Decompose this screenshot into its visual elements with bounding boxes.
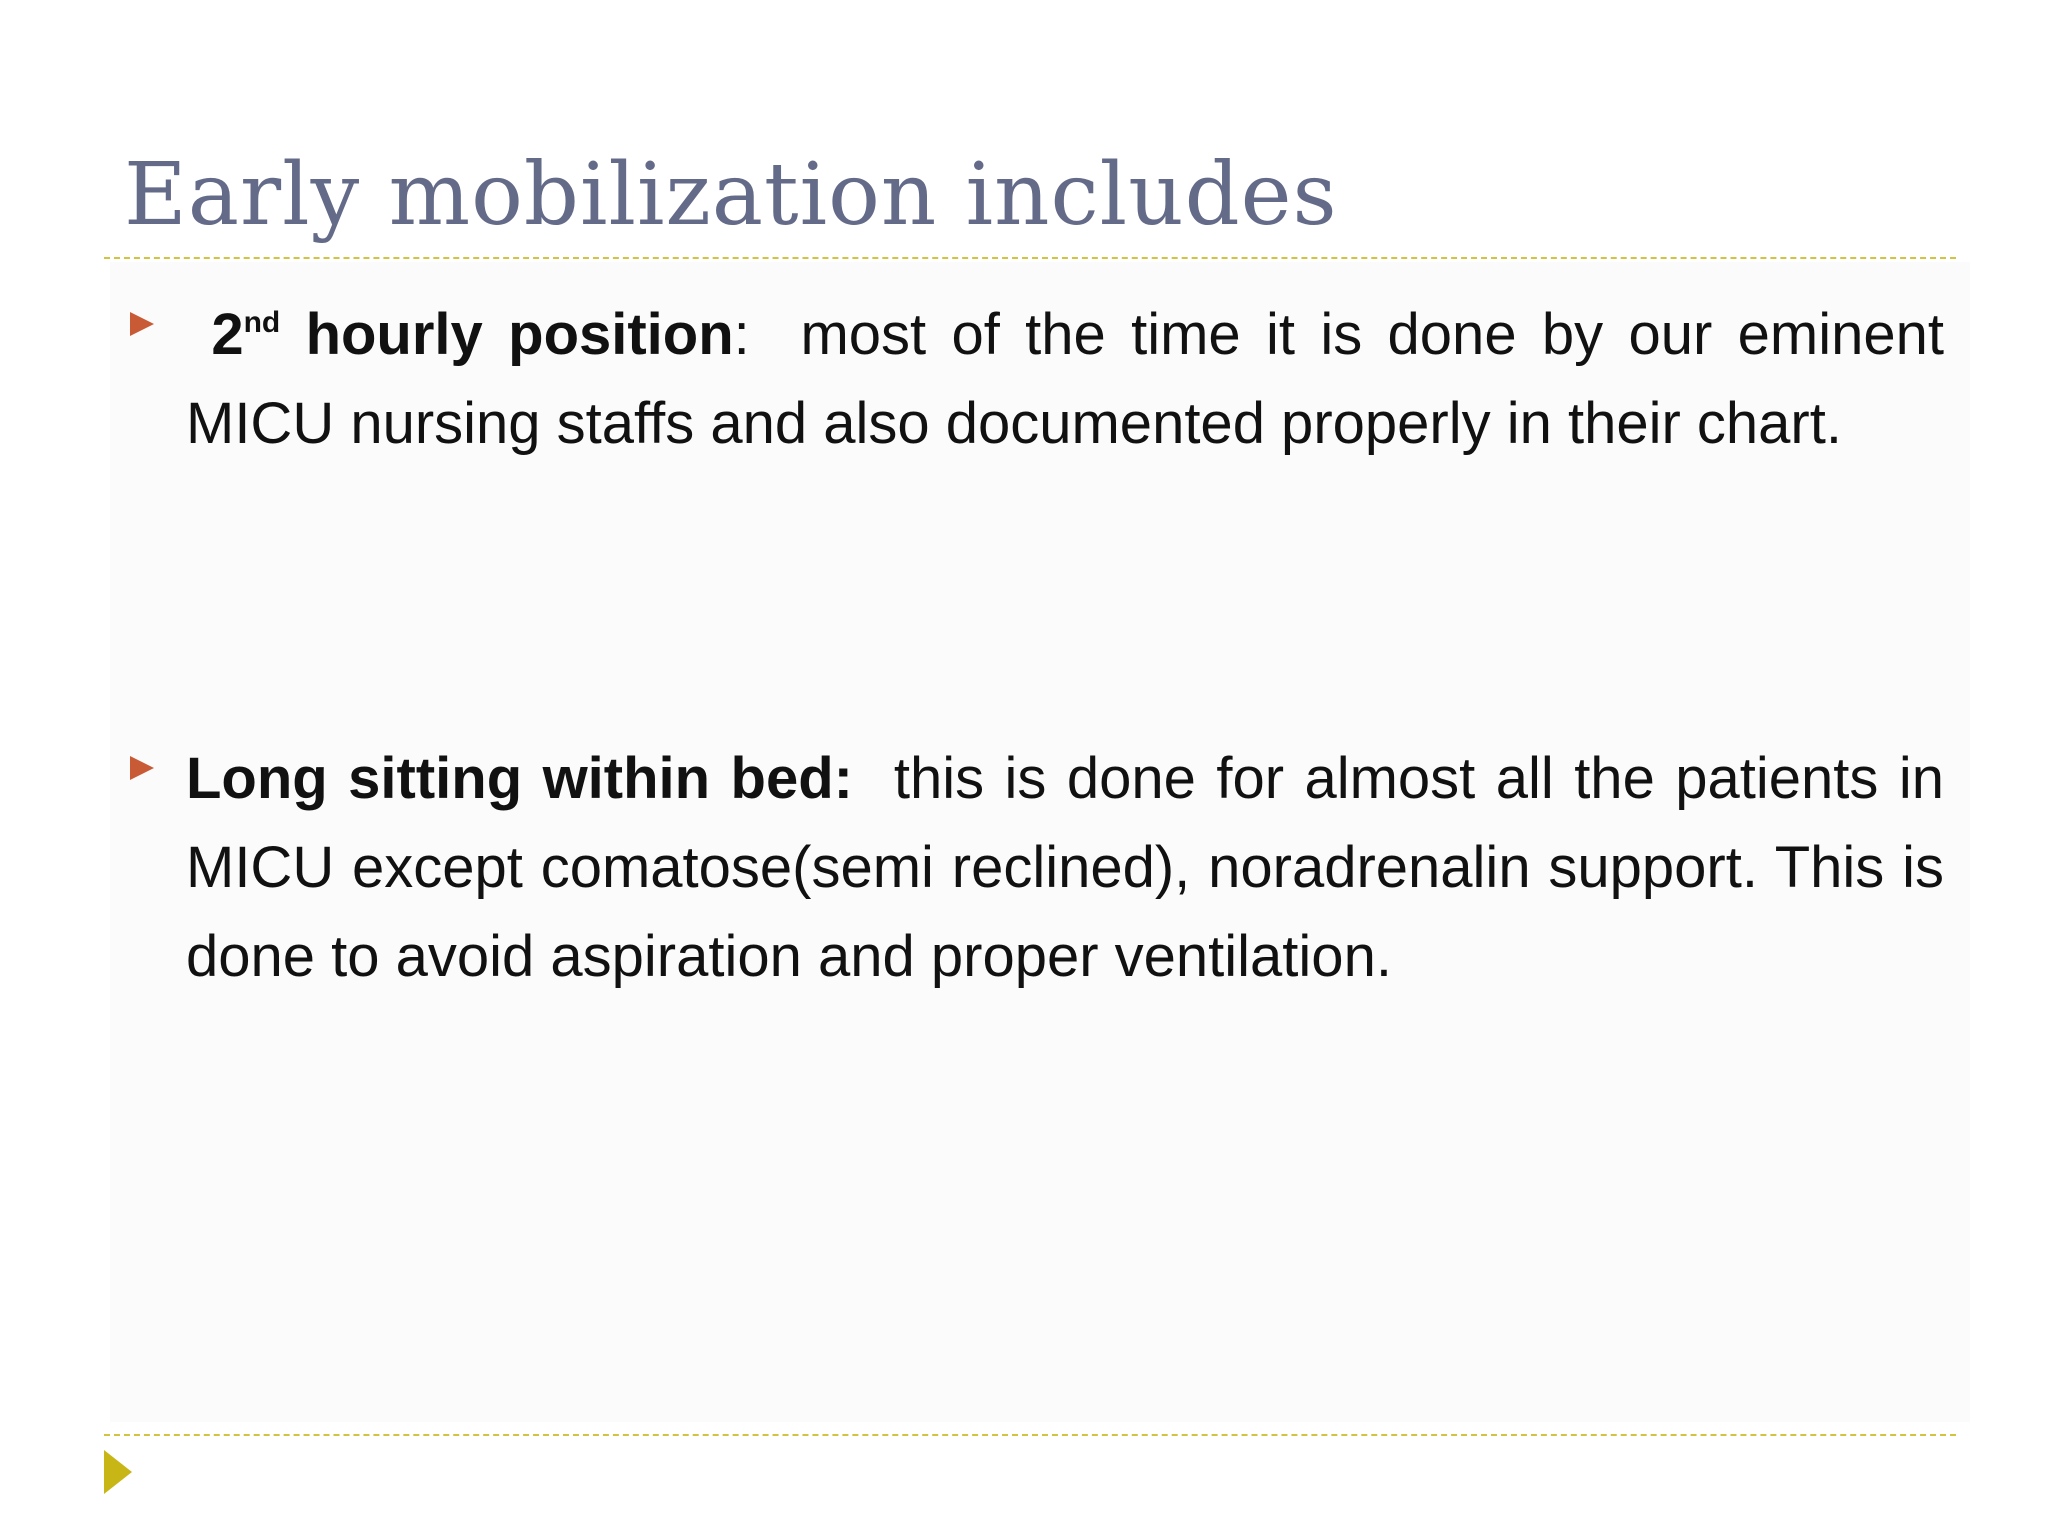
title-divider (104, 257, 1956, 259)
bullet-item-hourly-position (124, 290, 1944, 468)
bullet-triangle-icon (130, 756, 154, 780)
bullet-text (186, 734, 1944, 1001)
bullet-triangle-icon (130, 312, 154, 336)
footer-triangle-icon (104, 1450, 132, 1494)
bullet-lead-colon: : (733, 302, 750, 367)
bullet-body: most of the time it is done by our eminent MICU nursing staffs and also documented properly in their chart. (186, 302, 1944, 456)
bullet-lead: Long sitting within bed: (186, 746, 853, 811)
bullet-body: this is done for almost all the patients in MICU except comatose(semi reclined), noradrenalin support. This is done to avoid aspiration and proper ventilation. (186, 746, 1944, 989)
bullet-list (124, 290, 1944, 1001)
bullet-lead-number: 2 (211, 302, 244, 367)
bullet-item-long-sitting (124, 734, 1944, 1001)
bullet-lead: hourly position (305, 302, 734, 367)
slide-title: Early mobilization includes (124, 145, 1338, 245)
bullet-lead-superscript: nd (243, 306, 281, 339)
footer-divider (104, 1434, 1956, 1436)
bullet-text (186, 290, 1944, 468)
